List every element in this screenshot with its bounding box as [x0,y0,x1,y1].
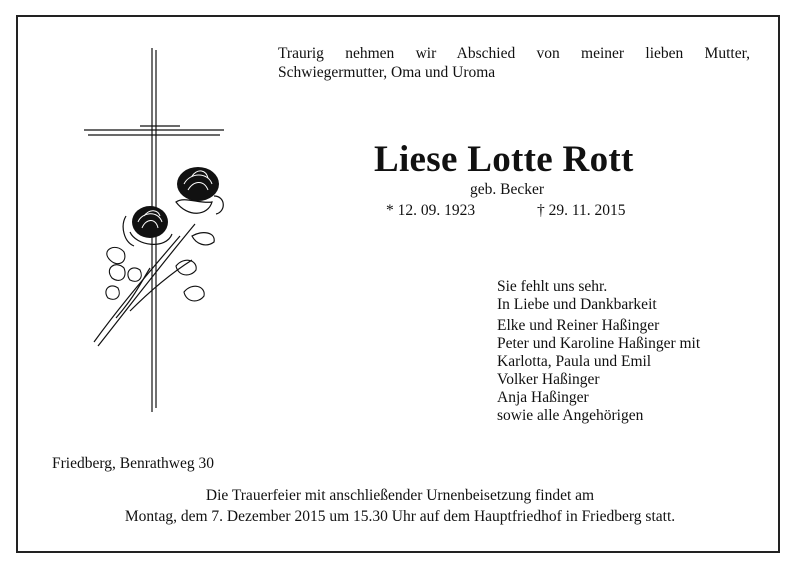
mourners-line-1: Sie fehlt uns sehr. [497,278,608,295]
mourner-name: Elke und Reiner Haßinger [497,317,660,334]
death-date: † 29. 11. 2015 [537,202,626,219]
service-info [40,485,760,527]
mourners-block [497,278,700,425]
mourner-name: Karlotta, Paula und Emil [497,353,652,370]
cross-with-roses-icon [80,46,240,423]
service-line-2: Montag, dem 7. Dezember 2015 um 15.30 Uhr auf dem Hauptfriedhof in Friedberg statt. [124,508,676,525]
address: Friedberg, Benrathweg 30 [52,455,214,472]
service-line-1: Die Trauerfeier mit anschließender Urnenbeisetzung findet am [205,487,595,504]
mourner-name: sowie alle Angehörigen [497,407,644,424]
intro-line-2: Schwiegermutter, Oma und Uroma [278,64,496,81]
intro-line-1: Traurig nehmen wir Abschied von meiner lieben Mutter, [278,45,750,62]
mourner-name: Anja Haßinger [497,389,589,406]
mourners-line-2: In Liebe und Dankbarkeit [497,296,657,313]
deceased-name: Liese Lotte Rott [374,139,634,180]
birth-date: * 12. 09. 1923 [386,202,476,219]
maiden-name: geb. Becker [470,181,545,198]
mourner-name: Peter und Karoline Haßinger mit [497,335,701,352]
mourner-name: Volker Haßinger [497,371,600,388]
intro-text [278,44,750,82]
